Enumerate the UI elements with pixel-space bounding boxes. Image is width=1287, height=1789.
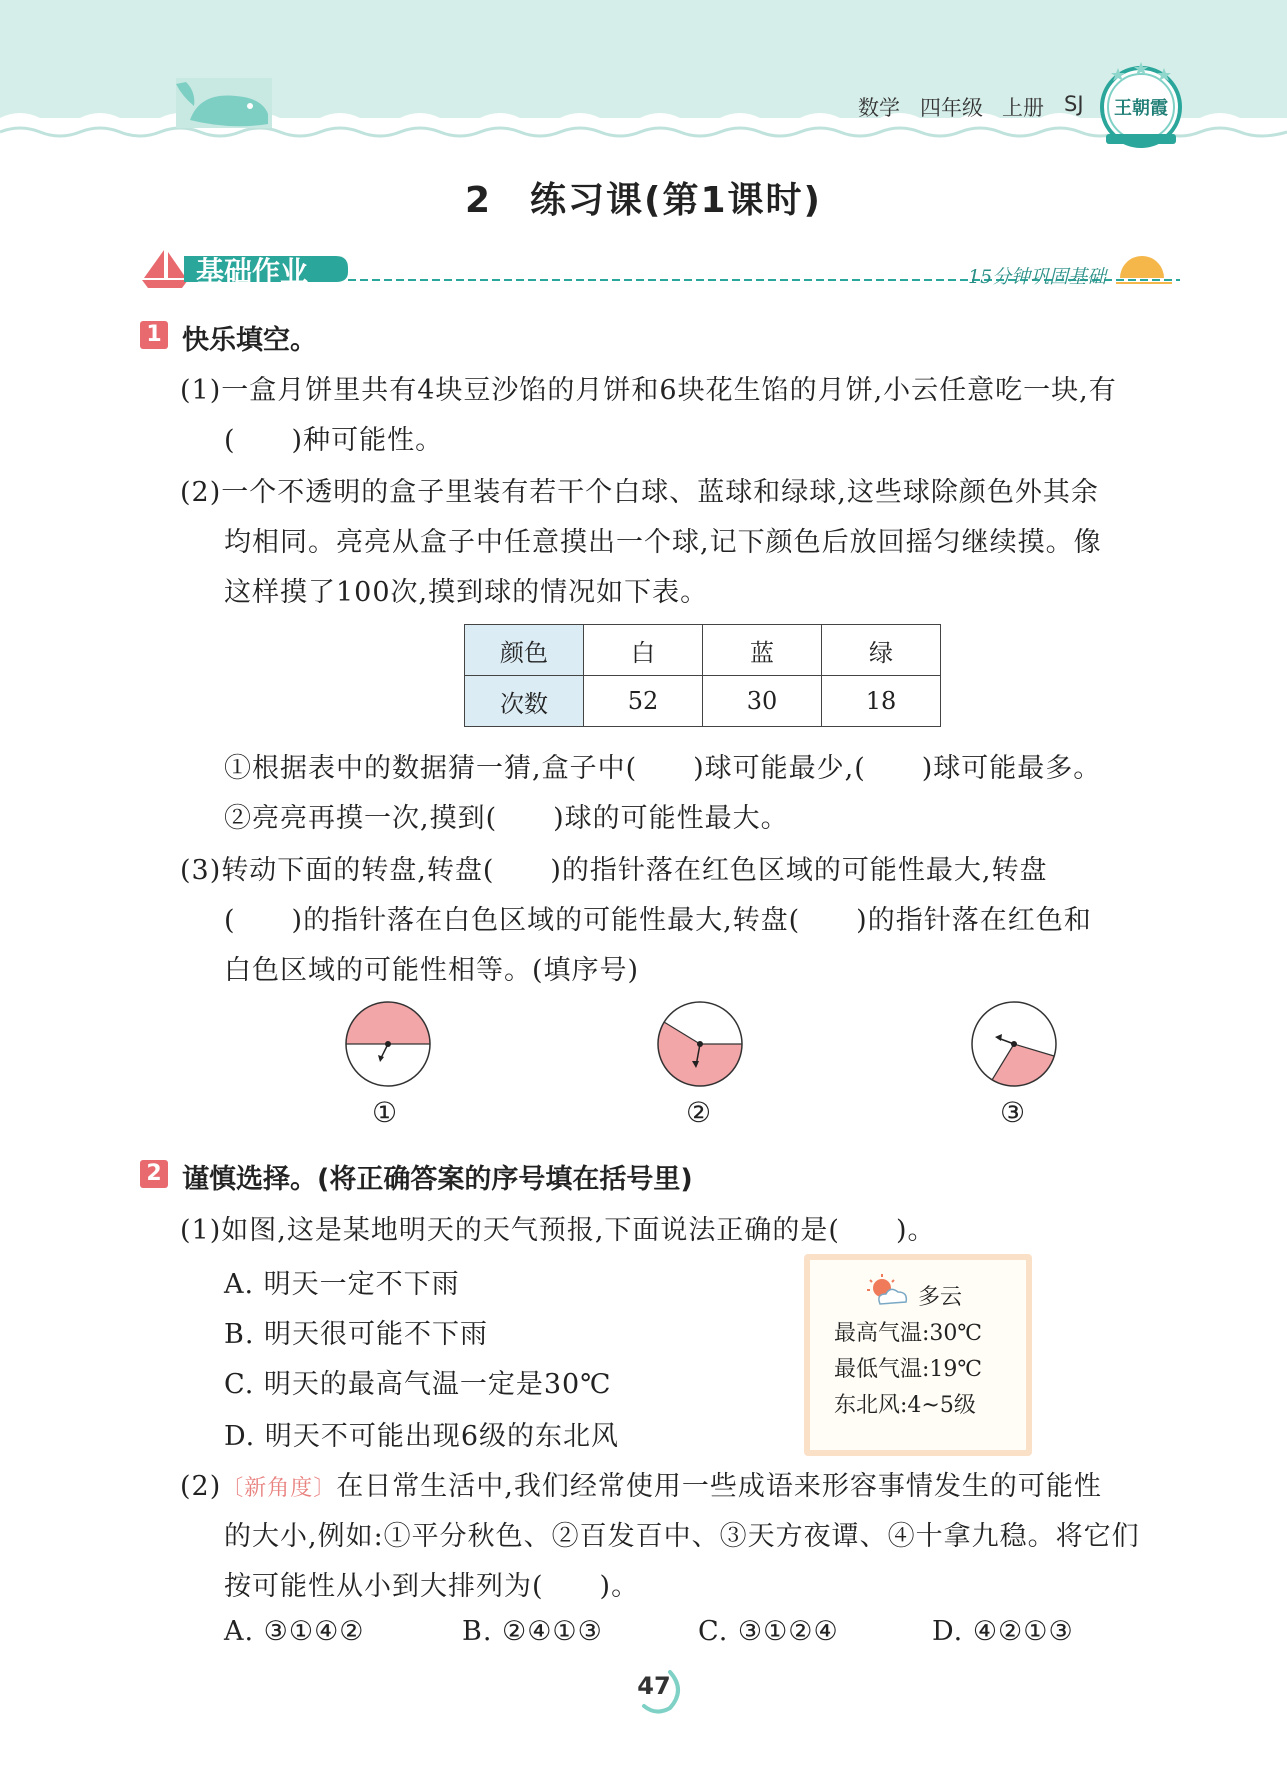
table-row (465, 625, 941, 676)
spinner-label: ① (372, 1096, 398, 1129)
option-item: A. 明天一定不下雨 (224, 1269, 460, 1300)
option-item: D. 明天不可能出现6级的东北风 (224, 1421, 620, 1452)
header-grade: 四年级 (920, 96, 983, 120)
weather-wind: 东北风:4~5级 (834, 1393, 976, 1418)
section-subtitle: 15分钟巩固基础 (968, 266, 1107, 288)
q1-p1-line1: (1)一盒月饼里共有4块豆沙馅的月饼和6块花生馅的月饼,小云任意吃一块,有 (180, 375, 1117, 406)
spinner-3 (970, 1000, 1058, 1088)
brand-name: 王朝霞 (1114, 98, 1168, 119)
table-cell: 白 (584, 625, 703, 676)
table-cell: 颜色 (465, 625, 584, 676)
table-cell: 30 (703, 676, 822, 727)
q2-p2-line3: 按可能性从小到大排列为( )。 (224, 1571, 640, 1602)
option-item: A. ③①④② (224, 1616, 365, 1647)
spinner-label: ② (686, 1096, 712, 1129)
page-header (0, 0, 1287, 160)
option-item: B. ②④①③ (462, 1616, 603, 1647)
table-row (465, 676, 941, 727)
brand-logo (1098, 62, 1184, 148)
weather-condition: 多云 (918, 1285, 963, 1310)
option-item: C. ③①②④ (698, 1616, 839, 1647)
whale-icon (176, 78, 272, 128)
q1-p3-line3: 白色区域的可能性相等。(填序号) (224, 955, 640, 986)
q1-p2-line3: 这样摸了100次,摸到球的情况如下表。 (224, 577, 709, 608)
section-label: 基础作业 (196, 255, 309, 288)
header-edition: SJ (1064, 92, 1084, 116)
q2-p2-prefix: (2) (180, 1471, 222, 1502)
page-number: 47 (637, 1672, 671, 1700)
table-cell: 蓝 (703, 625, 822, 676)
header-wave-background (0, 0, 1287, 160)
new-angle-tag: 〔新角度〕 (221, 1476, 337, 1501)
question-title: 谨慎选择。(将正确答案的序号填在括号里) (182, 1164, 693, 1195)
weather-high: 最高气温:30℃ (834, 1321, 983, 1346)
q2-p1: (1)如图,这是某地明天的天气预报,下面说法正确的是( )。 (180, 1215, 936, 1246)
q1-p3-line2: ( )的指针落在白色区域的可能性最大,转盘( )的指针落在红色和 (224, 905, 1092, 936)
q1-p1-line2: ( )种可能性。 (224, 425, 444, 456)
weather-low: 最低气温:19℃ (834, 1357, 983, 1382)
sailboat-icon (142, 250, 188, 288)
q2-p2-text: 在日常生活中,我们经常使用一些成语来形容事情发生的可能性 (336, 1471, 1102, 1502)
spinner-1 (344, 1000, 432, 1088)
option-item: B. 明天很可能不下雨 (224, 1319, 489, 1350)
table-cell: 52 (584, 676, 703, 727)
table-cell: 次数 (465, 676, 584, 727)
header-subject: 数学 (858, 96, 900, 120)
page-title: 2 练习课(第1课时) (464, 180, 822, 221)
q1-p2-sub2: ②亮亮再摸一次,摸到( )球的可能性最大。 (224, 803, 789, 834)
spinner-label: ③ (1000, 1096, 1026, 1129)
tally-table (464, 624, 941, 727)
weather-forecast-card (804, 1254, 1032, 1456)
q2-p2-line1 (180, 1464, 1102, 1503)
spinner-2 (656, 1000, 744, 1088)
q1-p2-sub1: ①根据表中的数据猜一猜,盒子中( )球可能最少,( )球可能最多。 (224, 753, 1102, 784)
q1-p3-line1: (3)转动下面的转盘,转盘( )的指针落在红色区域的可能性最大,转盘 (180, 855, 1048, 886)
q2-p2-line2: 的大小,例如:①平分秋色、②百发百中、③天方夜谭、④十拿九稳。将它们 (224, 1521, 1140, 1552)
question-number: 2 (140, 1160, 168, 1188)
question-number: 1 (140, 321, 168, 349)
option-item: C. 明天的最高气温一定是30℃ (224, 1369, 612, 1400)
header-volume: 上册 (1002, 96, 1044, 120)
table-cell: 绿 (822, 625, 941, 676)
q1-p2-line1: (2)一个不透明的盒子里装有若干个白球、蓝球和绿球,这些球除颜色外其余 (180, 477, 1099, 508)
option-item: D. ④②①③ (932, 1616, 1074, 1647)
sunset-icon (1116, 256, 1172, 283)
partly-cloudy-icon (864, 1272, 914, 1308)
question-title: 快乐填空。 (182, 325, 317, 356)
q1-p2-line2: 均相同。亮亮从盒子中任意摸出一个球,记下颜色后放回摇匀继续摸。像 (224, 527, 1102, 558)
table-cell: 18 (822, 676, 941, 727)
